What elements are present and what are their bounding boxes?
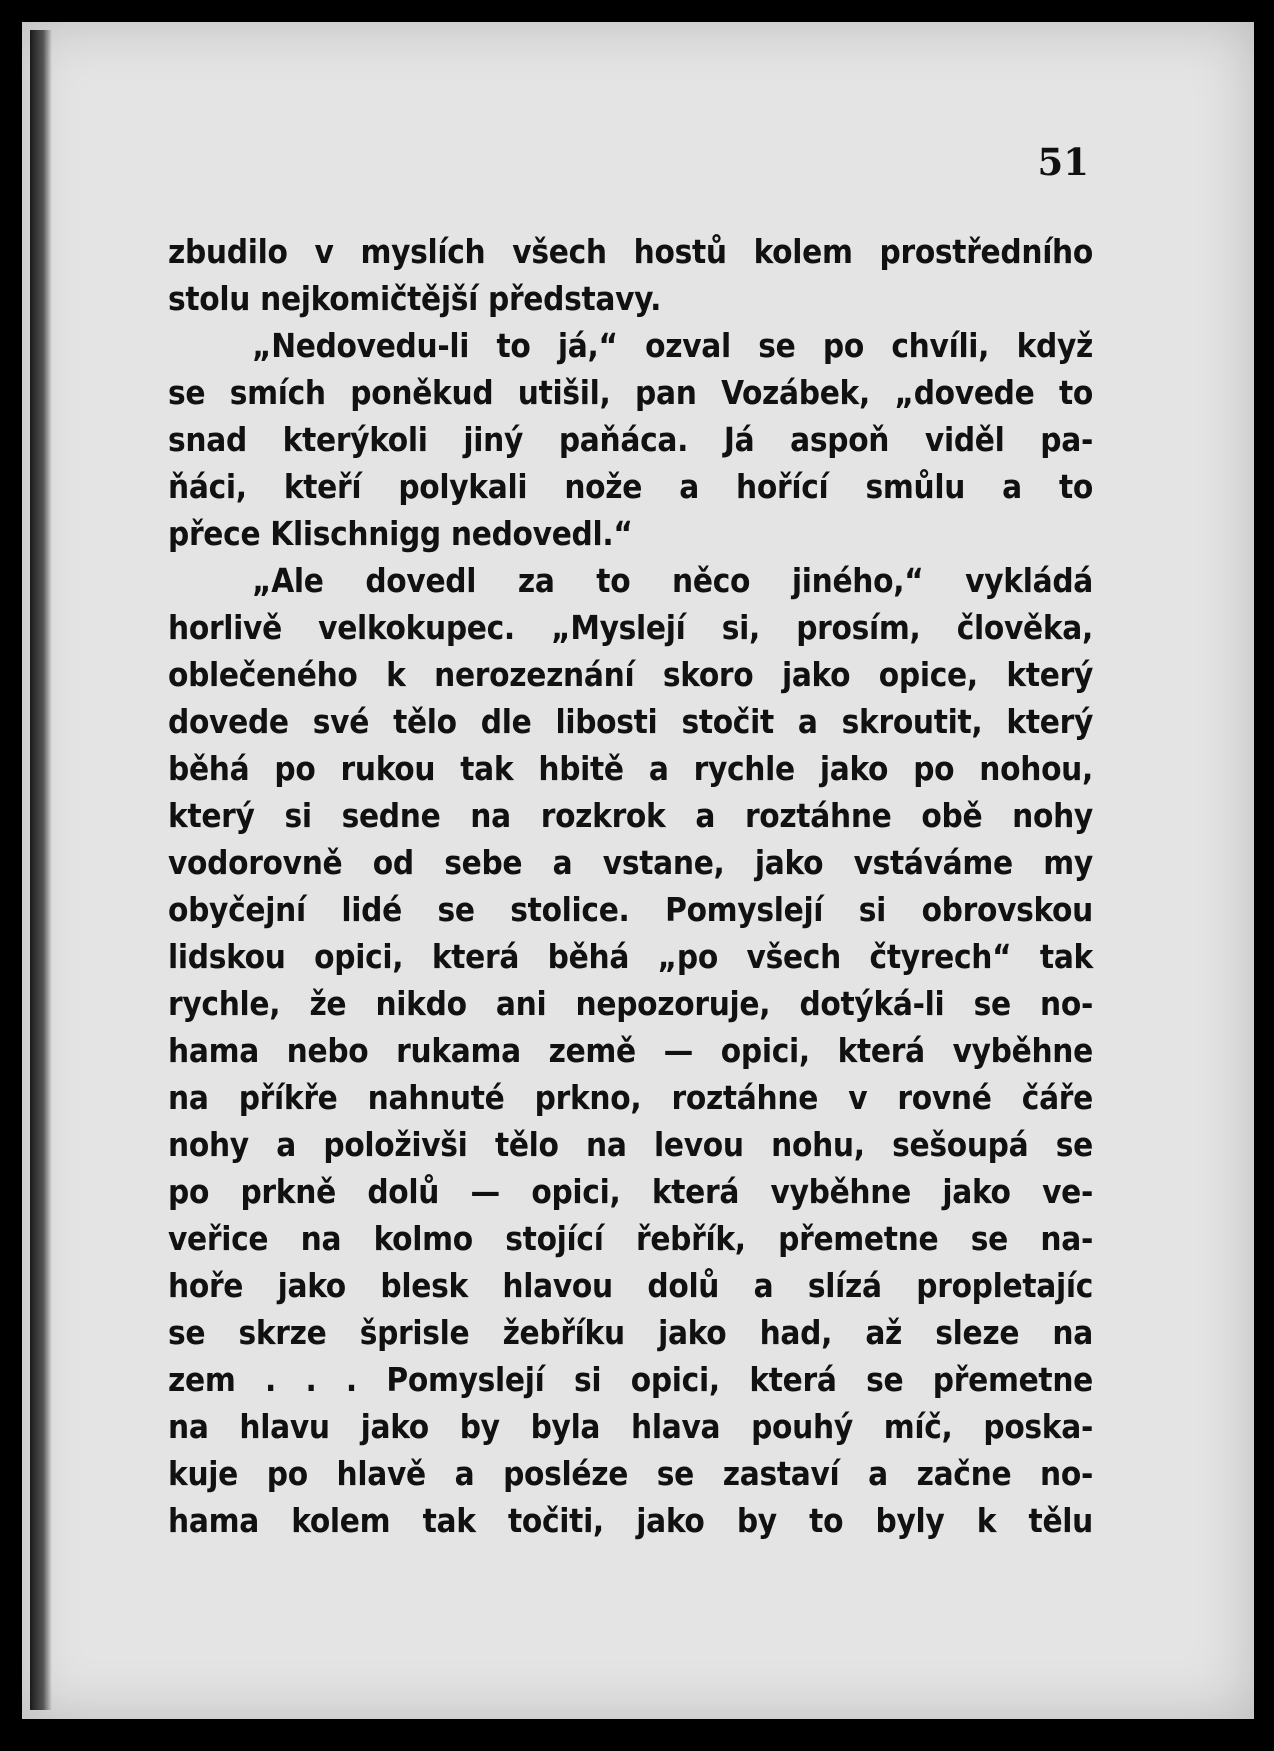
text-line: hoře jako blesk hlavou dolů a slízá propletajíc [168, 1266, 1093, 1305]
text-line: lidskou opici, která běhá „po všech čtyrech“ tak [168, 937, 1093, 976]
text-line: dovede své tělo dle libosti stočit a skroutit, který [168, 702, 1093, 741]
book-spine-shadow [30, 30, 52, 1710]
text-line: běhá po rukou tak hbitě a rychle jako po nohou, [168, 749, 1093, 788]
text-line: který si sedne na rozkrok a roztáhne obě nohy [168, 796, 1093, 835]
text-line: zem . . . Pomyslejí si opici, která se přemetne [168, 1360, 1093, 1399]
text-line: „Ale dovedl za to něco jiného,“ vykládá [252, 561, 1093, 600]
text-line: veřice na kolmo stojící řebřík, přemetne se na- [168, 1219, 1093, 1258]
text-line: obyčejní lidé se stolice. Pomyslejí si obrovskou [168, 890, 1093, 929]
text-line: nohy a položivši tělo na levou nohu, sešoupá se [168, 1125, 1093, 1164]
text-line: přece Klischnigg nedovedl.“ [168, 514, 633, 553]
text-line: na hlavu jako by byla hlava pouhý míč, poska- [168, 1407, 1093, 1446]
text-line: rychle, že nikdo ani nepozoruje, dotýká-li se no- [168, 984, 1093, 1023]
text-line: stolu nejkomičtější představy. [168, 279, 662, 318]
text-line: horlivě velkokupec. „Myslejí si, prosím, člověka, [168, 608, 1093, 647]
page-number: 51 [1037, 140, 1089, 184]
text-line: snad kterýkoli jiný paňáca. Já aspoň viděl pa- [168, 420, 1093, 459]
text-line: se skrze šprisle žebříku jako had, až sleze na [168, 1313, 1093, 1352]
body-text [168, 228, 1093, 1544]
text-line: oblečeného k nerozeznání skoro jako opice, který [168, 655, 1093, 694]
text-line: vodorovně od sebe a vstane, jako vstáváme my [168, 843, 1093, 882]
text-line: kuje po hlavě a posléze se zastaví a začne no- [168, 1454, 1093, 1493]
text-line: ňáci, kteří polykali nože a hořící smůlu a to [168, 467, 1093, 506]
text-line: na příkře nahnuté prkno, roztáhne v rovné čáře [168, 1078, 1093, 1117]
text-line: hama nebo rukama země — opici, která vyběhne [168, 1031, 1093, 1070]
text-line: se smích poněkud utišil, pan Vozábek, „dovede to [168, 373, 1093, 412]
text-line: zbudilo v myslích všech hostů kolem prostředního [168, 232, 1093, 271]
text-line: po prkně dolů — opici, která vyběhne jako ve- [168, 1172, 1093, 1211]
text-line: „Nedovedu-li to já,“ ozval se po chvíli, když [252, 326, 1093, 365]
text-line: hama kolem tak točiti, jako by to byly k tělu [168, 1501, 1093, 1540]
